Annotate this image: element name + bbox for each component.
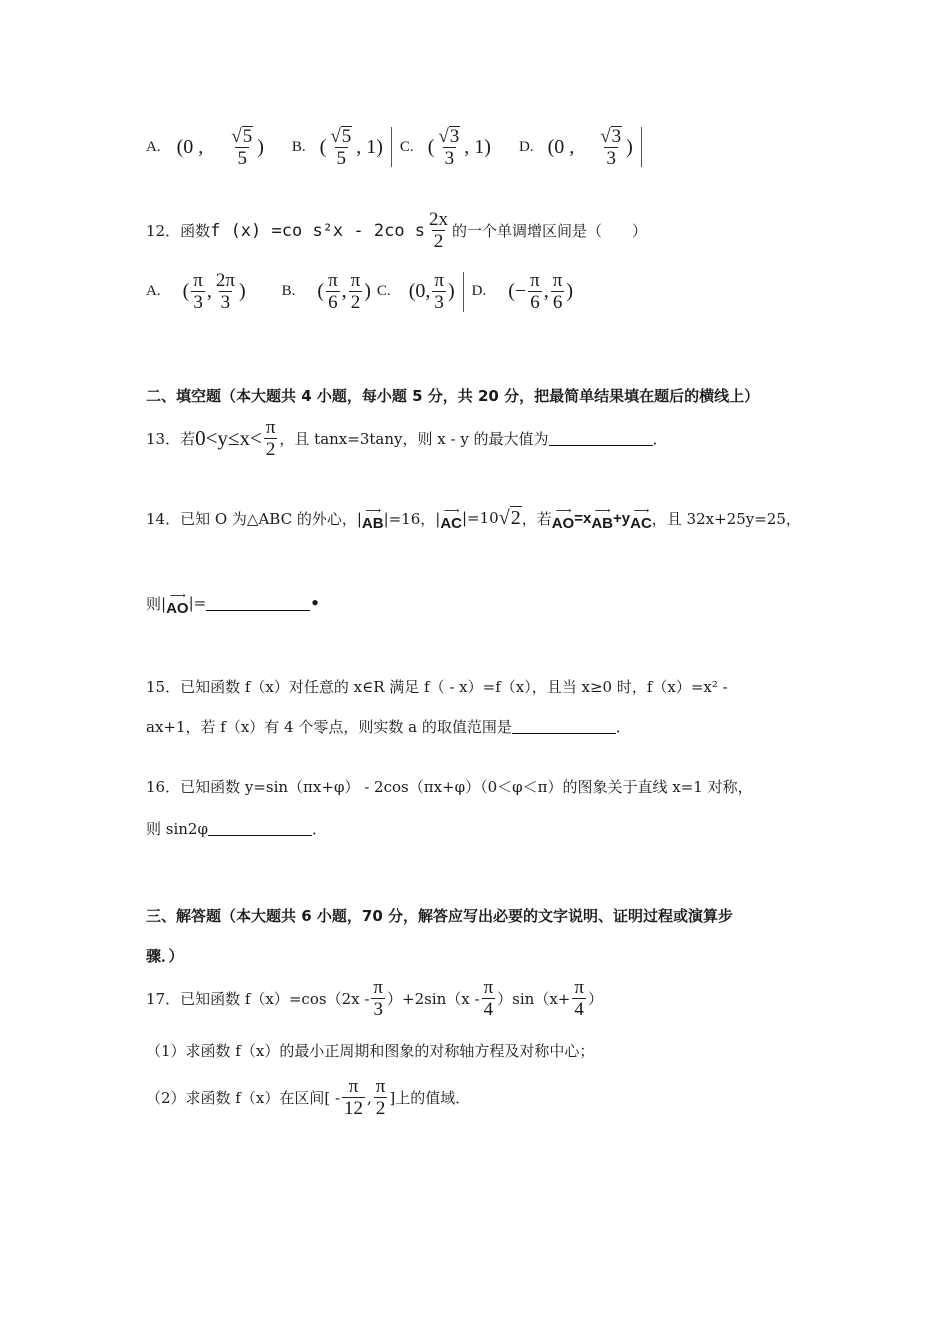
q17-stem: 17．已知函数 f（x）=cos（2x - $\frac{\pi}{3}$ ）+2sin（x - $\frac{\pi}{4}$ ）sin（x+ $\frac{\pi}{4}$ ） bbox=[146, 977, 603, 1020]
q16-answer-blank[interactable] bbox=[208, 821, 312, 836]
q17-part2-frac-pi-2: $\frac{\pi}{2}$ bbox=[375, 1076, 386, 1119]
q17-prefix: 17．已知函数 f（x）=cos（2x - bbox=[146, 990, 370, 1008]
q12-fraction: $\frac{2x}{2}$ bbox=[429, 209, 449, 252]
vector-ac: ⟶ AC bbox=[630, 504, 652, 532]
q11-options: A. (0 , √ 5 5 ) B. ( √ 5 5 , 1) C. ( √ 3 3 , 1) D. (0 , √ 3 3 ) bbox=[146, 126, 650, 168]
q17-frac-pi-4: $\frac{\pi}{4}$ bbox=[574, 977, 584, 1020]
q11-option-b-label: B. bbox=[291, 138, 306, 155]
q12-prefix: 12．函数 bbox=[146, 222, 211, 240]
q14-stem: 14．已知 O 为△ABC 的外心，| ⟶ AB |=16，| ⟶ AC |=10 √ 2 ，若 ⟶ AO =x ⟶ AB +y ⟶ AC ，且 32x+25y=25， bbox=[146, 504, 801, 532]
q12-option-d-frac1: $\frac{\pi}{6}$ bbox=[530, 270, 540, 313]
q15-line1: 15．已知函数 f（x）对任意的 x∈R 满足 f（ - x）=f（x），且当 x≥0 时，f（x）=x² - bbox=[146, 678, 728, 696]
q12-option-b-frac1: $\frac{\pi}{6}$ bbox=[328, 270, 338, 313]
q17-part2-frac-pi-12: $\frac{\pi}{12}$ bbox=[344, 1076, 364, 1119]
section3-title-line2: 骤．） bbox=[146, 947, 184, 965]
q11-option-d-fraction: √ 3 3 bbox=[600, 126, 622, 169]
vector-ao: ⟶ AO bbox=[166, 589, 189, 617]
q16-line1: 16．已知函数 y=sin（πx+φ） - 2cos（πx+φ）（0＜φ＜π）的图象关于直线 x=1 对称， bbox=[146, 778, 753, 796]
divider bbox=[463, 272, 464, 312]
q17-frac-pi-4: $\frac{\pi}{4}$ bbox=[483, 977, 494, 1020]
q12-option-a-frac1: $\frac{\pi}{3}$ bbox=[193, 270, 203, 313]
q12-option-b-frac2: $\frac{\pi}{2}$ bbox=[350, 270, 361, 313]
q12-option-d-frac2: $\frac{\pi}{6}$ bbox=[552, 270, 563, 313]
q11-option-c-label: C. bbox=[399, 138, 414, 155]
vector-ao: ⟶ AO bbox=[551, 504, 575, 532]
q12-option-d-label: D. bbox=[471, 283, 487, 299]
section3-title-line1: 三、解答题（本大题共 6 小题，70 分，解答应写出必要的文字说明、证明过程或演算步 bbox=[146, 907, 733, 925]
q13-stem: 13．若 0<y≤x< $\frac{\pi}{2}$ ，且 tanx=3tany，则 x - y 的最大值为 ． bbox=[146, 417, 668, 460]
q17-part2: （2）求函数 f（x）在区间[ - $\frac{\pi}{12}$ , $\frac{\pi}{2}$ ]上的值域． bbox=[146, 1076, 471, 1119]
vector-ac: ⟶ AC bbox=[440, 504, 462, 532]
q12-suffix: 的一个单调增区间是（ ） bbox=[452, 222, 648, 240]
q12-option-b-label: B. bbox=[281, 283, 296, 299]
q11-option-c-fraction: √ 3 3 bbox=[438, 126, 460, 169]
divider bbox=[391, 127, 392, 167]
q13-inequality: 0<y≤x< bbox=[195, 426, 262, 450]
vector-ab: ⟶ AB bbox=[361, 504, 384, 532]
vector-ab: ⟶ AB bbox=[591, 504, 613, 532]
q13-prefix: 13．若 bbox=[146, 430, 196, 448]
q11-option-b-fraction: √ 5 5 bbox=[330, 126, 352, 169]
q11-option-a-fraction: √ 5 5 bbox=[231, 126, 253, 169]
q14-prefix: 14．已知 O 为△ABC 的外心，| bbox=[146, 509, 362, 528]
q14-answer-blank[interactable] bbox=[206, 596, 310, 611]
q12-option-c-frac: $\frac{\pi}{3}$ bbox=[434, 270, 444, 313]
q17-frac-pi-3: $\frac{\pi}{3}$ bbox=[373, 977, 383, 1020]
sqrt-2: √ 2 bbox=[498, 507, 521, 529]
q12-stem bbox=[146, 210, 647, 251]
divider bbox=[641, 127, 642, 167]
section2-title: 二、填空题（本大题共 4 小题，每小题 5 分，共 20 分，把最简单结果填在题后的横线上） bbox=[146, 387, 760, 405]
q11-option-a-label: A. bbox=[146, 138, 161, 155]
q13-answer-blank[interactable] bbox=[549, 431, 653, 446]
q16-line2: 则 sin2φ ． bbox=[146, 820, 327, 838]
q11-option-a-open: (0 , bbox=[176, 135, 204, 158]
q13-fraction: $\frac{\pi}{2}$ bbox=[265, 417, 276, 460]
q15-answer-blank[interactable] bbox=[512, 719, 616, 734]
q17-part1: （1）求函数 f（x）的最小正周期和图象的对称轴方程及对称中心； bbox=[146, 1042, 595, 1060]
q12-option-a-label: A. bbox=[146, 283, 161, 299]
q12-options: A. ( $\frac{\pi}{3}$ , $\frac{2\pi}{3}$ ) B. ( $\frac{\pi}{6}$ , $\frac{\pi}{2}$ ) C. (0, $\frac{\pi}{3}$ ) D. (− $\frac{\pi}{6}$ , $\frac{\pi}{6}$ ) bbox=[146, 270, 574, 313]
q15-line2: ax+1，若 f（x）有 4 个零点，则实数 a 的取值范围是 ． bbox=[146, 718, 631, 736]
q13-suffix: ，且 tanx=3tany，则 x - y 的最大值为 bbox=[279, 430, 549, 448]
q14-line2: 则| ⟶ AO |= • bbox=[146, 589, 320, 617]
q12-formula: f (x) =co s²x - 2co s bbox=[210, 220, 426, 241]
q12-option-a-frac2: $\frac{2\pi}{3}$ bbox=[215, 270, 235, 313]
q12-option-c-label: C. bbox=[376, 283, 391, 299]
q14-suffix: ，且 32x+25y=25， bbox=[651, 509, 801, 528]
q11-option-d-label: D. bbox=[518, 138, 534, 155]
